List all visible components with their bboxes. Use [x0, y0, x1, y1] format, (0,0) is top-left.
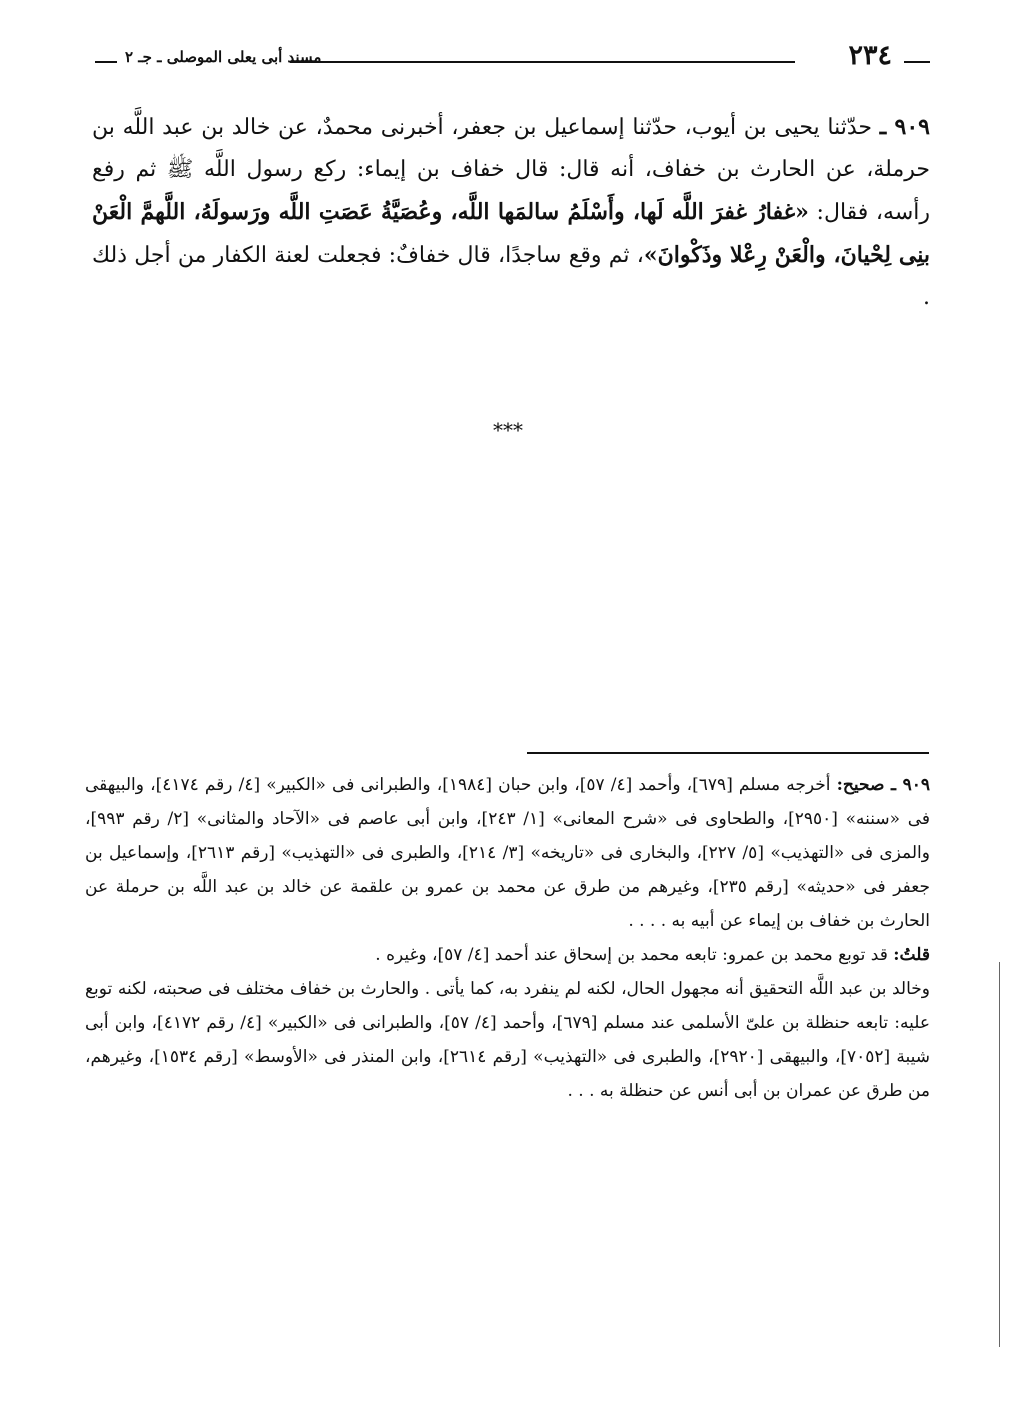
header-rule [290, 61, 795, 63]
hadith-text [92, 106, 930, 319]
hadith-number: ٩٠٩ ـ [879, 114, 930, 140]
page-number: ٢٣٤ [848, 40, 892, 71]
footnote-lead: ٩٠٩ ـ صحيح: [836, 775, 931, 795]
running-header [95, 40, 930, 80]
hadith-isnad: حدّثنا يحيى بن أيوب، حدّثنا إسماعيل بن جعفر، أخبرنى محمدٌ، عن خالد بن عبد اللَّه بن حرملة، عن الحارث بن خفاف، أنه قال: قال خفاف بن إيماء: ركع رسول اللَّه ﷺ ثم رفع رأسه، فقال: [92, 115, 931, 225]
book-title: مسند أبى يعلى الموصلى ـ جـ ٢ [125, 48, 322, 66]
hadith-ending: ، ثم وقع ساجدًا، قال خفافٌ: فجعلت لعنة الكفار من أجل ذلك . [92, 243, 930, 310]
footnote-qultu [85, 938, 930, 972]
header-dash-right [904, 61, 930, 63]
footnotes [85, 768, 930, 1108]
section-separator: *** [493, 418, 523, 442]
header-dash-left [95, 61, 117, 63]
hadith-quote: «غفارُ غفرَ اللَّه لَها، وأَسْلَمُ سالمَها اللَّه، وعُصَيَّةُ عَصَتِ اللَّه ورَسولَهُ، اللَّهمَّ الْعَنْ بنِى لِحْيانَ، والْعَنْ رِعْلا وذَكْوانَ» [92, 199, 930, 268]
margin-line [999, 962, 1000, 1347]
footnote-takhrij-text: أخرجه مسلم [٦٧٩]، وأحمد [٤/ ٥٧]، وابن حبان [١٩٨٤]، والطبرانى فى «الكبير» [٤/ رقم ٤١٧٤]، والبيهقى فى «سننه» [٢٩٥٠]، والطحاوى فى «شرح المعانى» [١/ ٢٤٣]، وابن أبى عاصم فى «الآحاد والمثانى» [٢/ رقم ٩٩٣]، والمزى فى «التهذيب» [٥/ ٢٢٧]، والبخارى فى «تاريخه» [٣/ ٢١٤]، والطبرى فى «التهذيب» [رقم ٢٦١٣]، وإسماعيل بن جعفر فى «حديثه» [رقم ٢٣٥]، وغيرهم من طرق عن محمد بن عمرو بن علقمة عن خالد بن عبد اللَّه بن حرملة عن الحارث بن خفاف بن إيماء عن أبيه به . . . . [85, 775, 931, 931]
qultu-text: قد توبع محمد بن عمرو: تابعه محمد بن إسحاق عند أحمد [٤/ ٥٧]، وغيره . [375, 945, 888, 965]
footnote-paragraph: وخالد بن عبد اللَّه التحقيق أنه مجهول الحال، لكنه لم ينفرد به، كما يأتى . والحارث بن خفاف مختلف فى صحبته، لكنه توبع عليه: تابعه حنظلة بن علىّ الأسلمى عند مسلم [٦٧٩]، وأحمد [٤/ ٥٧]، والطبرانى فى «الكبير» [٤/ رقم ٤١٧٢]، وابن أبى شيبة [٧٠٥٢]، والبيهقى [٢٩٢٠]، والطبرى فى «التهذيب» [رقم ٢٦١٤]، وابن المنذر فى «الأوسط» [رقم ١٥٣٤]، وغيرهم، من طرق عن عمران بن أبى أنس عن حنظلة به . . . [85, 979, 931, 1101]
qultu-label: قلتُ: [893, 945, 930, 965]
footnote-takhrij [85, 768, 930, 938]
footnote-rule [527, 752, 929, 754]
